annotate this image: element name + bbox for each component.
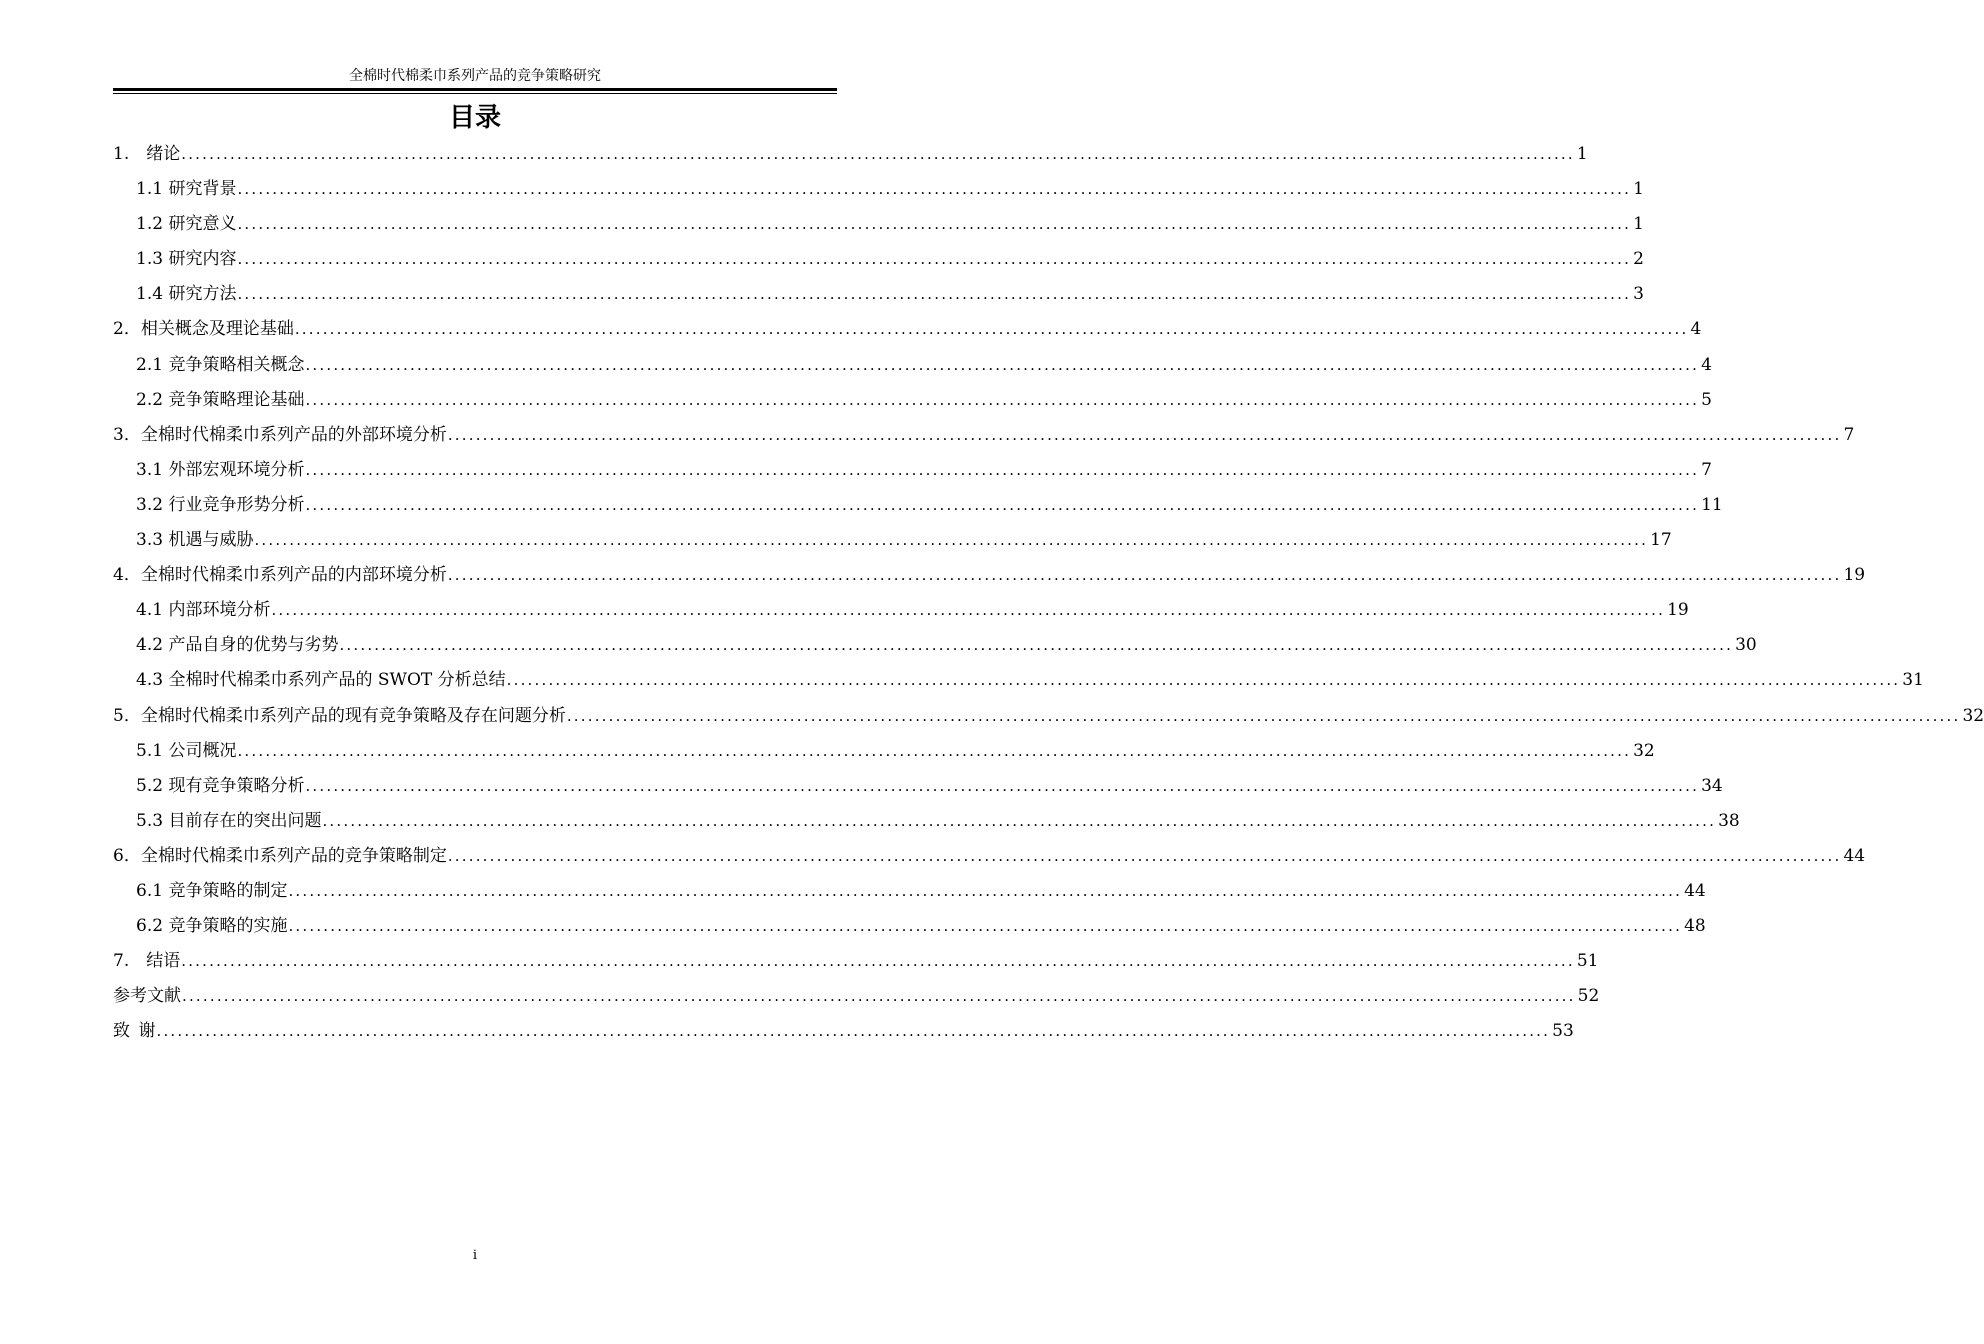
toc-entry[interactable] bbox=[113, 348, 1712, 383]
toc-dot-leader: ........................................................................................................................................................................................................ bbox=[271, 601, 1666, 620]
toc-entry[interactable] bbox=[113, 804, 1740, 839]
toc-entry[interactable] bbox=[113, 383, 1712, 418]
toc-entry-page: 34 bbox=[1701, 775, 1723, 796]
toc-dot-leader: ........................................................................................................................................................................................................ bbox=[237, 215, 1632, 234]
toc-entry-page: 1 bbox=[1633, 214, 1644, 235]
toc-entry[interactable] bbox=[113, 769, 1723, 804]
toc-entry-page: 3 bbox=[1633, 284, 1644, 305]
toc-entry[interactable] bbox=[113, 1014, 1574, 1049]
toc-entry-page: 7 bbox=[1701, 459, 1712, 480]
toc-entry-page: 38 bbox=[1718, 810, 1740, 831]
toc-entry[interactable] bbox=[113, 628, 1757, 663]
toc-entry-label: 3.2 行业竞争形势分析 bbox=[136, 494, 305, 515]
toc-dot-leader: ........................................................................................................................................................................................................ bbox=[305, 355, 1700, 374]
toc-entry[interactable] bbox=[113, 523, 1672, 558]
toc-dot-leader: ........................................................................................................................................................................................................ bbox=[305, 390, 1700, 409]
toc-entry-label: 致 谢 bbox=[113, 1021, 156, 1042]
toc-dot-leader: ........................................................................................................................................................................................................ bbox=[506, 671, 1901, 690]
toc-entry-label: 6.1 竞争策略的制定 bbox=[136, 880, 288, 901]
toc-dot-leader: ........................................................................................................................................................................................................ bbox=[181, 145, 1575, 163]
toc-entry-page: 32 bbox=[1962, 705, 1984, 726]
toc-entry-label: 5.1 公司概况 bbox=[136, 740, 237, 761]
toc-dot-leader: ........................................................................................................................................................................................................ bbox=[288, 917, 1683, 936]
toc-entry[interactable] bbox=[113, 312, 1702, 347]
toc-entry-label: 1.3 研究内容 bbox=[136, 249, 237, 270]
toc-dot-leader: ........................................................................................................................................................................................................ bbox=[237, 180, 1632, 199]
toc-dot-leader: ........................................................................................................................................................................................................ bbox=[237, 250, 1632, 269]
toc-entry-label: 4.2 产品自身的优势与劣势 bbox=[136, 635, 339, 656]
toc-entry-label: 5.3 目前存在的突出问题 bbox=[136, 810, 322, 831]
toc-dot-leader: ........................................................................................................................................................................................................ bbox=[156, 1022, 1551, 1041]
toc-entry[interactable] bbox=[113, 172, 1644, 207]
toc-dot-leader: ........................................................................................................................................................................................................ bbox=[339, 636, 1734, 655]
toc-entry[interactable] bbox=[113, 663, 1924, 698]
toc-dot-leader: ........................................................................................................................................................................................................ bbox=[322, 811, 1717, 830]
toc-entry-page: 30 bbox=[1735, 635, 1757, 656]
toc-entry[interactable] bbox=[113, 979, 1600, 1014]
table-of-contents bbox=[113, 137, 1984, 1049]
toc-dot-leader: ........................................................................................................................................................................................................ bbox=[294, 320, 1689, 339]
toc-entry[interactable] bbox=[113, 839, 1866, 874]
toc-dot-leader: ........................................................................................................................................................................................................ bbox=[288, 881, 1683, 900]
toc-entry-page: 51 bbox=[1576, 951, 1599, 972]
toc-entry[interactable] bbox=[113, 207, 1644, 242]
toc-entry-page: 53 bbox=[1552, 1021, 1574, 1042]
toc-entry-label: 6．全棉时代棉柔巾系列产品的竞争策略制定 bbox=[113, 845, 447, 866]
toc-entry[interactable] bbox=[113, 734, 1655, 769]
toc-entry[interactable] bbox=[113, 699, 1984, 734]
toc-entry-page: 19 bbox=[1667, 600, 1689, 621]
header-rule-thin bbox=[113, 93, 837, 94]
toc-entry-page: 11 bbox=[1701, 494, 1723, 515]
toc-entry[interactable] bbox=[113, 242, 1644, 277]
toc-dot-leader: ........................................................................................................................................................................................................ bbox=[237, 741, 1632, 760]
toc-entry[interactable] bbox=[113, 453, 1712, 488]
toc-entry-label: 2.1 竞争策略相关概念 bbox=[136, 354, 305, 375]
toc-entry-label: 5.2 现有竞争策略分析 bbox=[136, 775, 305, 796]
toc-dot-leader: ........................................................................................................................................................................................................ bbox=[181, 952, 1575, 971]
toc-entry-label: 1. 绪论 bbox=[113, 144, 181, 164]
toc-entry-label: 1.2 研究意义 bbox=[136, 214, 237, 235]
toc-title: 目录 bbox=[448, 103, 501, 133]
header-rule-thick bbox=[113, 88, 837, 91]
toc-dot-leader: ........................................................................................................................................................................................................ bbox=[254, 531, 1649, 550]
toc-entry[interactable] bbox=[113, 593, 1689, 628]
toc-entry-label: 2．相关概念及理论基础 bbox=[113, 319, 294, 340]
toc-entry-page: 5 bbox=[1701, 389, 1712, 410]
toc-dot-leader: ........................................................................................................................................................................................................ bbox=[237, 285, 1632, 304]
toc-entry[interactable] bbox=[113, 277, 1644, 312]
toc-entry-page: 44 bbox=[1843, 845, 1866, 866]
toc-entry[interactable] bbox=[113, 874, 1706, 909]
toc-entry-label: 4.1 内部环境分析 bbox=[136, 600, 271, 621]
toc-entry-label: 3.3 机遇与威胁 bbox=[136, 530, 254, 551]
toc-entry-page: 32 bbox=[1633, 740, 1655, 761]
toc-dot-leader: ........................................................................................................................................................................................................ bbox=[182, 987, 1576, 1006]
toc-entry-page: 19 bbox=[1843, 565, 1866, 586]
toc-entry-page: 1 bbox=[1576, 144, 1588, 164]
toc-entry-label: 7. 结语 bbox=[113, 951, 181, 972]
toc-entry-label: 参考文献 bbox=[113, 986, 181, 1007]
toc-entry-page: 17 bbox=[1650, 530, 1672, 551]
toc-entry[interactable] bbox=[113, 558, 1866, 593]
toc-dot-leader: ........................................................................................................................................................................................................ bbox=[447, 846, 1842, 865]
toc-entry-page: 1 bbox=[1633, 179, 1644, 200]
toc-dot-leader: ........................................................................................................................................................................................................ bbox=[305, 460, 1700, 479]
toc-entry-page: 7 bbox=[1843, 424, 1855, 445]
toc-entry-label: 3．全棉时代棉柔巾系列产品的外部环境分析 bbox=[113, 424, 447, 445]
toc-dot-leader: ........................................................................................................................................................................................................ bbox=[447, 425, 1842, 444]
toc-entry-page: 44 bbox=[1684, 880, 1706, 901]
toc-entry-page: 4 bbox=[1690, 319, 1702, 340]
running-header: 全棉时代棉柔巾系列产品的竞争策略研究 bbox=[349, 68, 601, 84]
page-number: i bbox=[472, 1248, 478, 1263]
toc-entry-page: 2 bbox=[1633, 249, 1644, 270]
toc-entry-label: 2.2 竞争策略理论基础 bbox=[136, 389, 305, 410]
toc-entry[interactable] bbox=[113, 909, 1706, 944]
toc-dot-leader: ........................................................................................................................................................................................................ bbox=[447, 566, 1842, 585]
toc-entry[interactable] bbox=[113, 137, 1588, 172]
toc-dot-leader: ........................................................................................................................................................................................................ bbox=[566, 706, 1961, 725]
toc-entry-page: 31 bbox=[1902, 670, 1924, 691]
toc-dot-leader: ........................................................................................................................................................................................................ bbox=[305, 495, 1700, 514]
toc-entry-page: 4 bbox=[1701, 354, 1712, 375]
toc-entry[interactable] bbox=[113, 944, 1599, 979]
toc-entry-page: 52 bbox=[1577, 986, 1600, 1007]
toc-entry-label: 3.1 外部宏观环境分析 bbox=[136, 459, 305, 480]
toc-entry[interactable] bbox=[113, 488, 1723, 523]
toc-entry-label: 5．全棉时代棉柔巾系列产品的现有竞争策略及存在问题分析 bbox=[113, 705, 566, 726]
toc-entry-label: 4．全棉时代棉柔巾系列产品的内部环境分析 bbox=[113, 565, 447, 586]
toc-entry-label: 6.2 竞争策略的实施 bbox=[136, 916, 288, 937]
toc-dot-leader: ........................................................................................................................................................................................................ bbox=[305, 776, 1700, 795]
toc-entry-label: 1.4 研究方法 bbox=[136, 284, 237, 305]
toc-entry-page: 48 bbox=[1684, 916, 1706, 937]
toc-entry-label: 1.1 研究背景 bbox=[136, 179, 237, 200]
toc-entry-label: 4.3 全棉时代棉柔巾系列产品的 SWOT 分析总结 bbox=[136, 670, 506, 691]
toc-entry[interactable] bbox=[113, 418, 1855, 453]
